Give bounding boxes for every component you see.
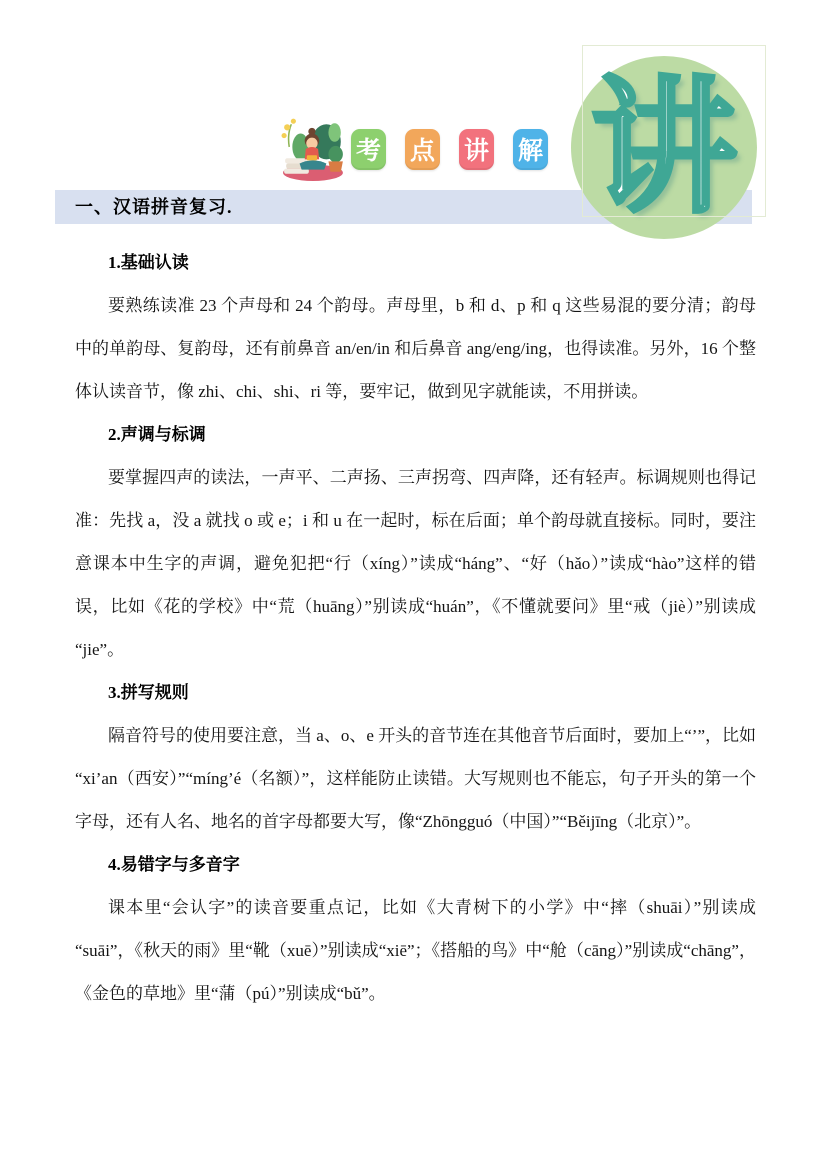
banner-title: 一、汉语拼音复习.	[75, 197, 233, 217]
section-2-paragraph: 要掌握四声的读法，一声平、二声扬、三声拐弯、四声降，还有轻声。标调规则也得记准：先找 a，没 a 就找 o 或 e；i 和 u 在一起时，标在后面；单个韵母就直接标。同时，要注意课本中生字的声调，避免犯把“行（xíng）”读成“háng”、“好（hǎo）”读成“hào”这样的错误，比如《花的学校》中“荒（huāng）”别读成“huán”，《不懂就要问》里“戒（jiè）”别读成“jie”。	[75, 468, 756, 659]
section-4-paragraph: 课本里“会认字”的读音要重点记，比如《大青树下的小学》中“摔（shuāi）”别读成“suāi”，《秋天的雨》里“靴（xuē）”别读成“xiē”；《搭船的鸟》中“舱（cāng）”别读成“chāng”，《金色的草地》里“蒲（pú）”别读成“bǔ”。	[75, 898, 756, 1003]
badge-jiang: 讲	[459, 129, 494, 170]
section-4-heading: 4.易错字与多音字	[108, 855, 240, 874]
section-1-paragraph: 要熟练读准 23 个声母和 24 个韵母。声母里，b 和 d、p 和 q 这些易混的要分清；韵母中的单韵母、复韵母，还有前鼻音 an/en/in 和后鼻音 ang/eng/ing，也得读准。另外，16 个整体认读音节，像 zhi、chi、shi、ri 等，要牢记，做到见字就能读，不用拼读。	[75, 296, 756, 401]
badge-kao: 考	[351, 129, 386, 170]
header-art	[281, 112, 548, 186]
stamp-frame	[582, 45, 766, 217]
girl-reading-illustration	[281, 114, 347, 184]
jiang-stamp-character: 讲	[591, 65, 737, 229]
section-3-heading: 3.拼写规则	[108, 683, 189, 702]
title-badges	[351, 129, 548, 170]
document-content	[75, 241, 756, 1015]
section-2-heading: 2.声调与标调	[108, 425, 206, 444]
badge-dian: 点	[405, 129, 440, 170]
section-3-paragraph: 隔音符号的使用要注意，当 a、o、e 开头的音节连在其他音节后面时，要加上“’”，比如“xi’an（西安）”“míng’é（名额）”，这样能防止读错。大写规则也不能忘，句子开头的第一个字母，还有人名、地名的首字母都要大写，像“Zhōngguó（中国）”“Běijīng（北京）”。	[75, 726, 756, 831]
badge-jie: 解	[513, 129, 548, 170]
section-1-heading: 1.基础认读	[108, 253, 189, 272]
